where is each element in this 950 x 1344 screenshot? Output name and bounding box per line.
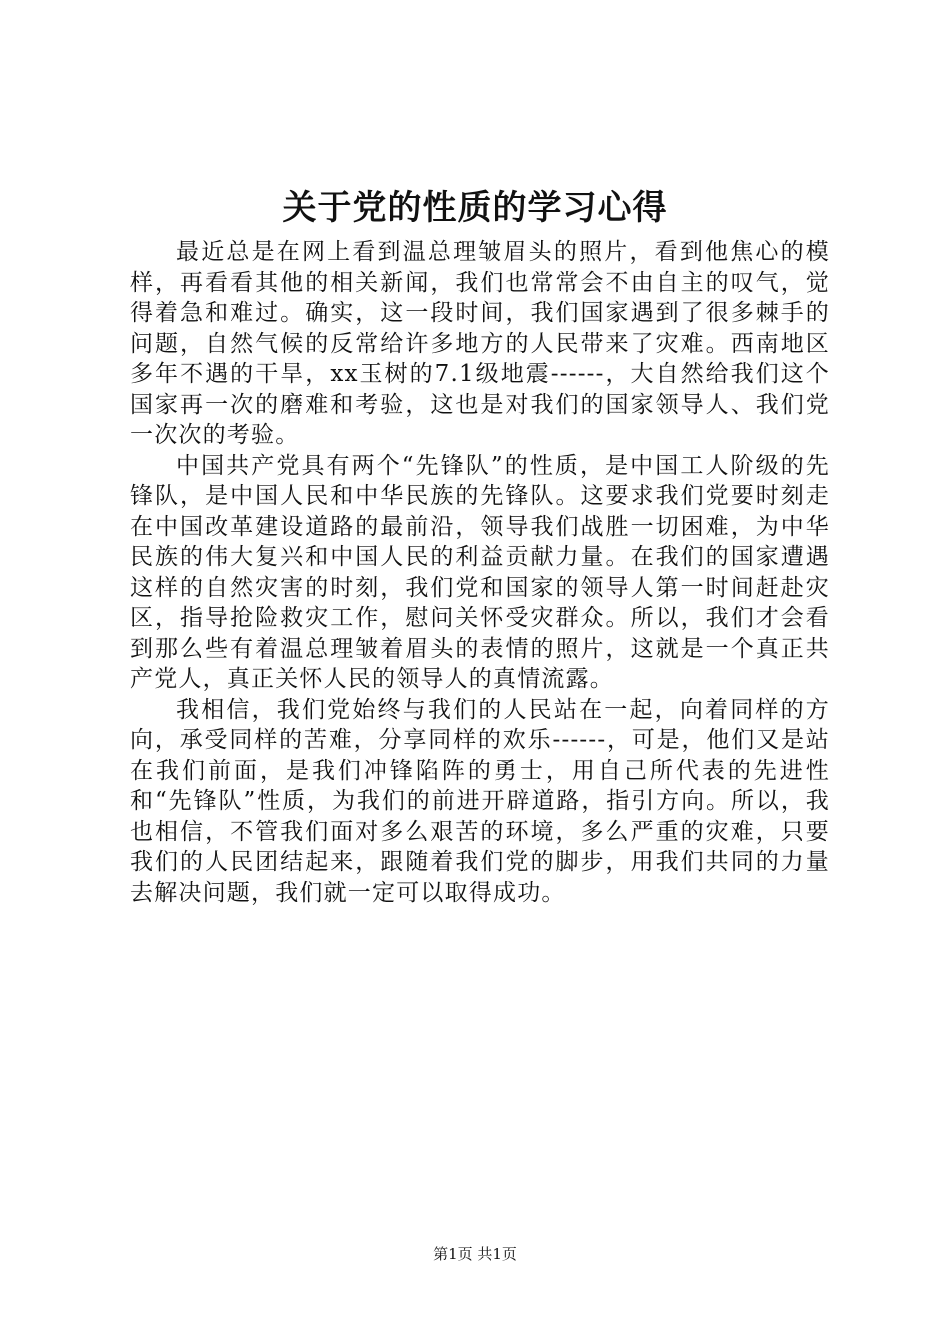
- page-footer: 第1页 共1页: [433, 1245, 517, 1263]
- document-body: [130, 237, 830, 908]
- paragraph-1: 最近总是在网上看到温总理皱眉头的照片，看到他焦心的模样，再看看其他的相关新闻，我们也常常会不由自主的叹气，觉得着急和难过。确实，这一段时间，我们国家遇到了很多棘手的问题，自然气候的反常给许多地方的人民带来了灾难。西南地区多年不遇的干旱，xx玉树的7.1级地震------，大自然给我们这个国家再一次的磨难和考验，这也是对我们的国家领导人、我们党一次次的考验。: [130, 239, 830, 448]
- paragraph-3: 我相信，我们党始终与我们的人民站在一起，向着同样的方向，承受同样的苦难，分享同样的欢乐------，可是，他们又是站在我们前面，是我们冲锋陷阵的勇士，用自己所代表的先进性和“先锋队”性质，为我们的前进开辟道路，指引方向。所以，我也相信，不管我们面对多么艰苦的环境，多么严重的灾难，只要我们的人民团结起来，跟随着我们党的脚步，用我们共同的力量去解决问题，我们就一定可以取得成功。: [130, 696, 830, 906]
- document-title: 关于党的性质的学习心得: [282, 188, 668, 228]
- paragraph-2: 中国共产党具有两个“先锋队”的性质，是中国工人阶级的先锋队，是中国人民和中华民族的先锋队。这要求我们党要时刻走在中国改革建设道路的最前沿，领导我们战胜一切困难，为中华民族的伟大复兴和中国人民的利益贡献力量。在我们的国家遭遇这样的自然灾害的时刻，我们党和国家的领导人第一时间赶赴灾区，指导抢险救灾工作，慰问关怀受灾群众。所以，我们才会看到那么些有着温总理皱着眉头的表情的照片，这就是一个真正共产党人，真正关怀人民的领导人的真情流露。: [130, 452, 830, 692]
